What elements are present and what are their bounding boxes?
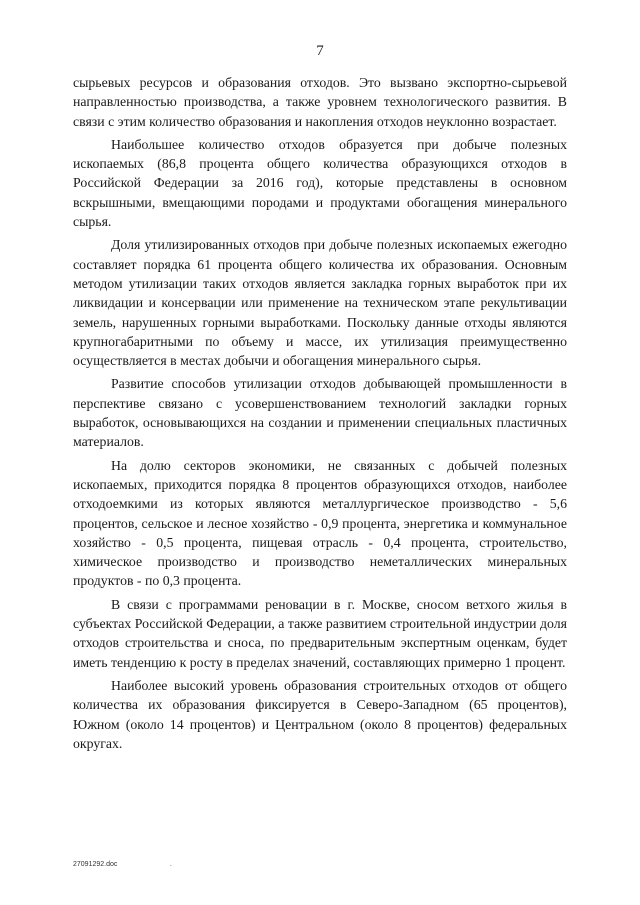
footer-mark: . xyxy=(170,860,172,868)
paragraph-7: Наиболее высокий уровень образования строительных отходов от общего количества их образования фиксируется в Северо-Западном (65 процентов), Южном (около 14 процентов) и Центральном (около 8 процентов) федеральных округах. xyxy=(73,677,567,751)
document-body xyxy=(73,73,567,757)
paragraph-6: В связи с программами реновации в г. Москве, сносом ветхого жилья в субъектах Российской Федерации, а также развитием строительной индустрии доля отходов строительства и сноса, по предварительным экспертным оценкам, будет иметь тенденцию к росту в пределах значений, составляющих примерно 1 процент. xyxy=(73,596,567,670)
page-number: 7 xyxy=(316,43,324,59)
paragraph-1: сырьевых ресурсов и образования отходов. Это вызвано экспортно-сырьевой направленностью производства, а также уровнем технологического развития. В связи с этим количество образования и накопления отходов неуклонно возрастает. xyxy=(73,75,567,129)
paragraph-2: Наибольшее количество отходов образуется при добыче полезных ископаемых (86,8 процента общего количества образующихся отходов в Российской Федерации за 2016 год), которые представлены в основном вскрышными, вмещающими породами и продуктами обогащения минерального сырья. xyxy=(73,136,567,230)
footer-doc-id: 27091292.doc xyxy=(73,861,118,868)
paragraph-3: Доля утилизированных отходов при добыче полезных ископаемых ежегодно составляет порядка 61 процента общего количества их образования. Основным методом утилизации таких отходов является закладка горных выработок при их ликвидации и консервации или применение на техническом этапе рекультивации земель, нарушенных горными выработками. Поскольку данные отходы являются крупногабаритными по объему и массе, их утилизация преимущественно осуществляется в местах добычи и обогащения минерального сырья. xyxy=(73,237,567,369)
paragraph-5: На долю секторов экономики, не связанных с добычей полезных ископаемых, приходится порядка 8 процентов образующихся отходов, наиболее отходоемкими из которых являются металлургическое производство - 5,6 процентов, сельское и лесное хозяйство - 0,9 процента, энергетика и коммунальное хозяйство - 0,5 процента, пищевая отрасль - 0,4 процента, строительство, химическое производство и производство неметаллических минеральных продуктов - по 0,3 процента. xyxy=(73,457,567,589)
paragraph-4: Развитие способов утилизации отходов добывающей промышленности в перспективе связано с усовершенствованием технологий закладки горных выработок, основывающихся на создании и применении специальных пластичных материалов. xyxy=(73,376,567,450)
